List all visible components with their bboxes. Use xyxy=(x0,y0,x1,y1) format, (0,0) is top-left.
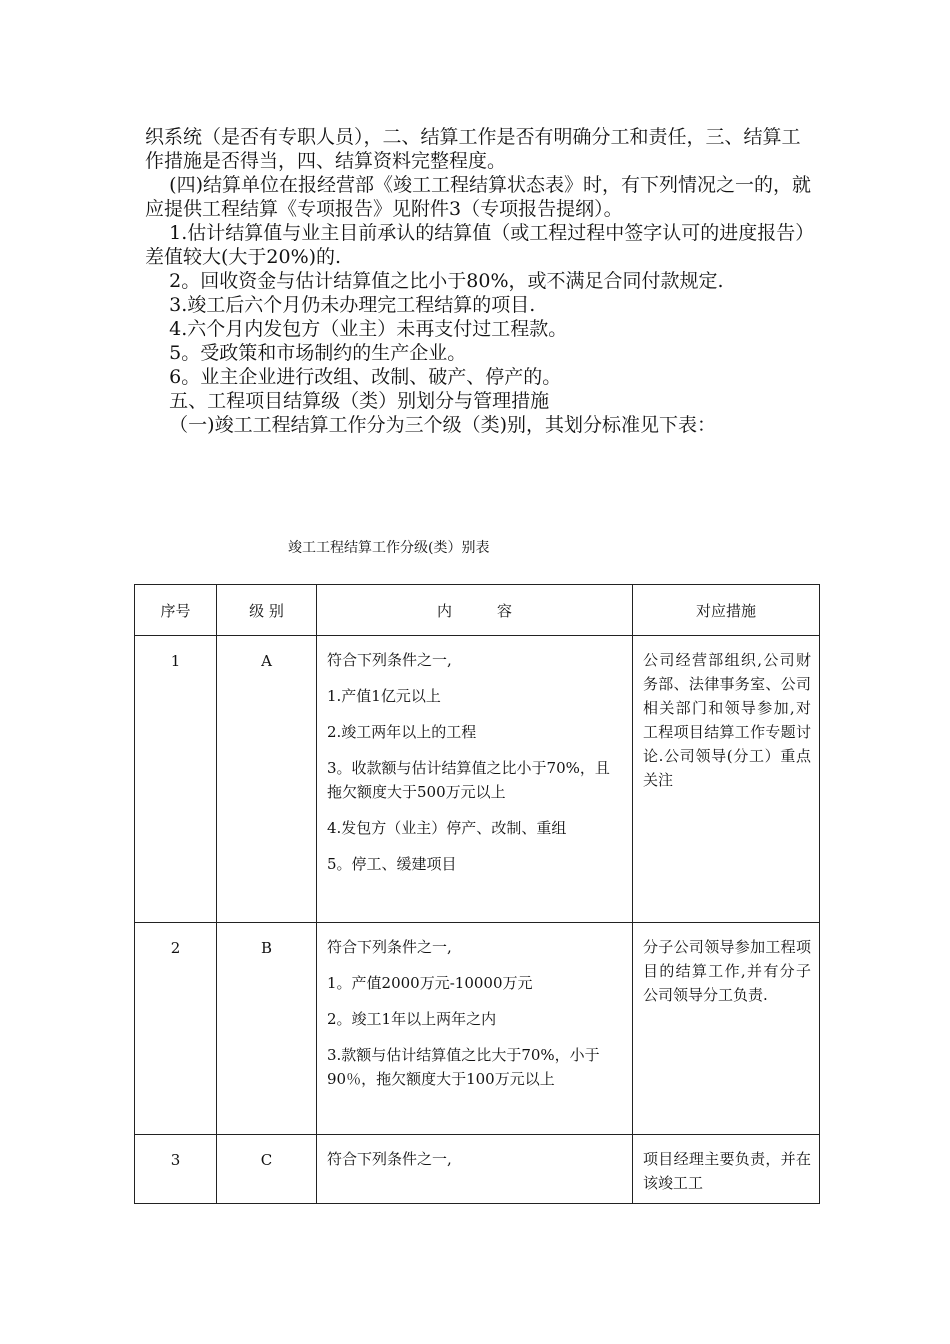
row-number: 2 xyxy=(135,923,217,1135)
row-measure: 项目经理主要负责，并在该竣工工 xyxy=(633,1135,820,1204)
paragraph: 5。受政策和市场制约的生产企业。 xyxy=(145,342,467,364)
condition-line: 2.竣工两年以上的工程 xyxy=(327,723,477,741)
condition-line: 3.款额与估计结算值之比大于70%，小于90％，拖欠额度大于100万元以上 xyxy=(327,1046,600,1088)
row-content xyxy=(317,1135,633,1204)
row-level: B xyxy=(217,923,317,1135)
condition-line: 5。停工、缓建项目 xyxy=(327,855,457,873)
row-measure: 分子公司领导参加工程项目的结算工作,并有分子公司领导分工负责. xyxy=(633,923,820,1135)
table-row xyxy=(135,923,820,1135)
table-row xyxy=(135,636,820,923)
table-row xyxy=(135,1135,820,1204)
condition-line: 3。收款额与估计结算值之比小于70%，且拖欠额度大于500万元以上 xyxy=(327,759,610,801)
body-text xyxy=(145,125,815,437)
condition-line: 1.产值1亿元以上 xyxy=(327,687,441,705)
header-cell-measure: 对应措施 xyxy=(633,585,820,636)
table-caption: 竣工工程结算工作分级(类）别表 xyxy=(288,540,490,556)
row-content xyxy=(317,636,633,923)
header-cell-content: 内 容 xyxy=(317,585,633,636)
row-level: C xyxy=(217,1135,317,1204)
paragraph: 3.竣工后六个月仍未办理完工程结算的项目. xyxy=(145,294,536,316)
paragraph: 1.估计结算值与业主目前承认的结算值（或工程过程中签字认可的进度报告）差值较大(大于20%)的. xyxy=(145,222,815,268)
condition-line: 2。竣工1年以上两年之内 xyxy=(327,1010,497,1028)
row-measure: 公司经营部组织,公司财务部、法律事务室、公司相关部门和领导参加,对工程项目结算工作专题讨论.公司领导(分工）重点关注 xyxy=(633,636,820,923)
paragraph: (四)结算单位在报经营部《竣工工程结算状态表》时，有下列情况之一的，就应提供工程结算《专项报告》见附件3（专项报告提纲）。 xyxy=(145,174,811,220)
condition-line: 4.发包方（业主）停产、改制、重组 xyxy=(327,819,567,837)
paragraph: 五、工程项目结算级（类）别划分与管理措施 xyxy=(145,390,550,412)
header-cell-number: 序号 xyxy=(135,585,217,636)
condition-line: 符合下列条件之一, xyxy=(327,938,452,956)
condition-line: 符合下列条件之一, xyxy=(327,651,452,669)
row-number: 3 xyxy=(135,1135,217,1204)
paragraph: （一)竣工工程结算工作分为三个级（类)别，其划分标准见下表： xyxy=(145,414,716,436)
row-number: 1 xyxy=(135,636,217,923)
paragraph: 织系统（是否有专职人员），二、结算工作是否有明确分工和责任，三、结算工作措施是否得当，四、结算资料完整程度。 xyxy=(145,126,801,172)
paragraph: 6。业主企业进行改组、改制、破产、停产的。 xyxy=(145,366,562,388)
paragraph: 2。回收资金与估计结算值之比小于80%，或不满足合同付款规定. xyxy=(145,270,724,292)
row-level: A xyxy=(217,636,317,923)
classification-table xyxy=(134,584,820,1204)
row-content xyxy=(317,923,633,1135)
header-cell-level: 级 别 xyxy=(217,585,317,636)
condition-line: 1。产值2000万元-10000万元 xyxy=(327,974,533,992)
condition-line: 符合下列条件之一, xyxy=(327,1150,452,1168)
paragraph: 4.六个月内发包方（业主）未再支付过工程款。 xyxy=(145,318,568,340)
table-header-row xyxy=(135,585,820,636)
